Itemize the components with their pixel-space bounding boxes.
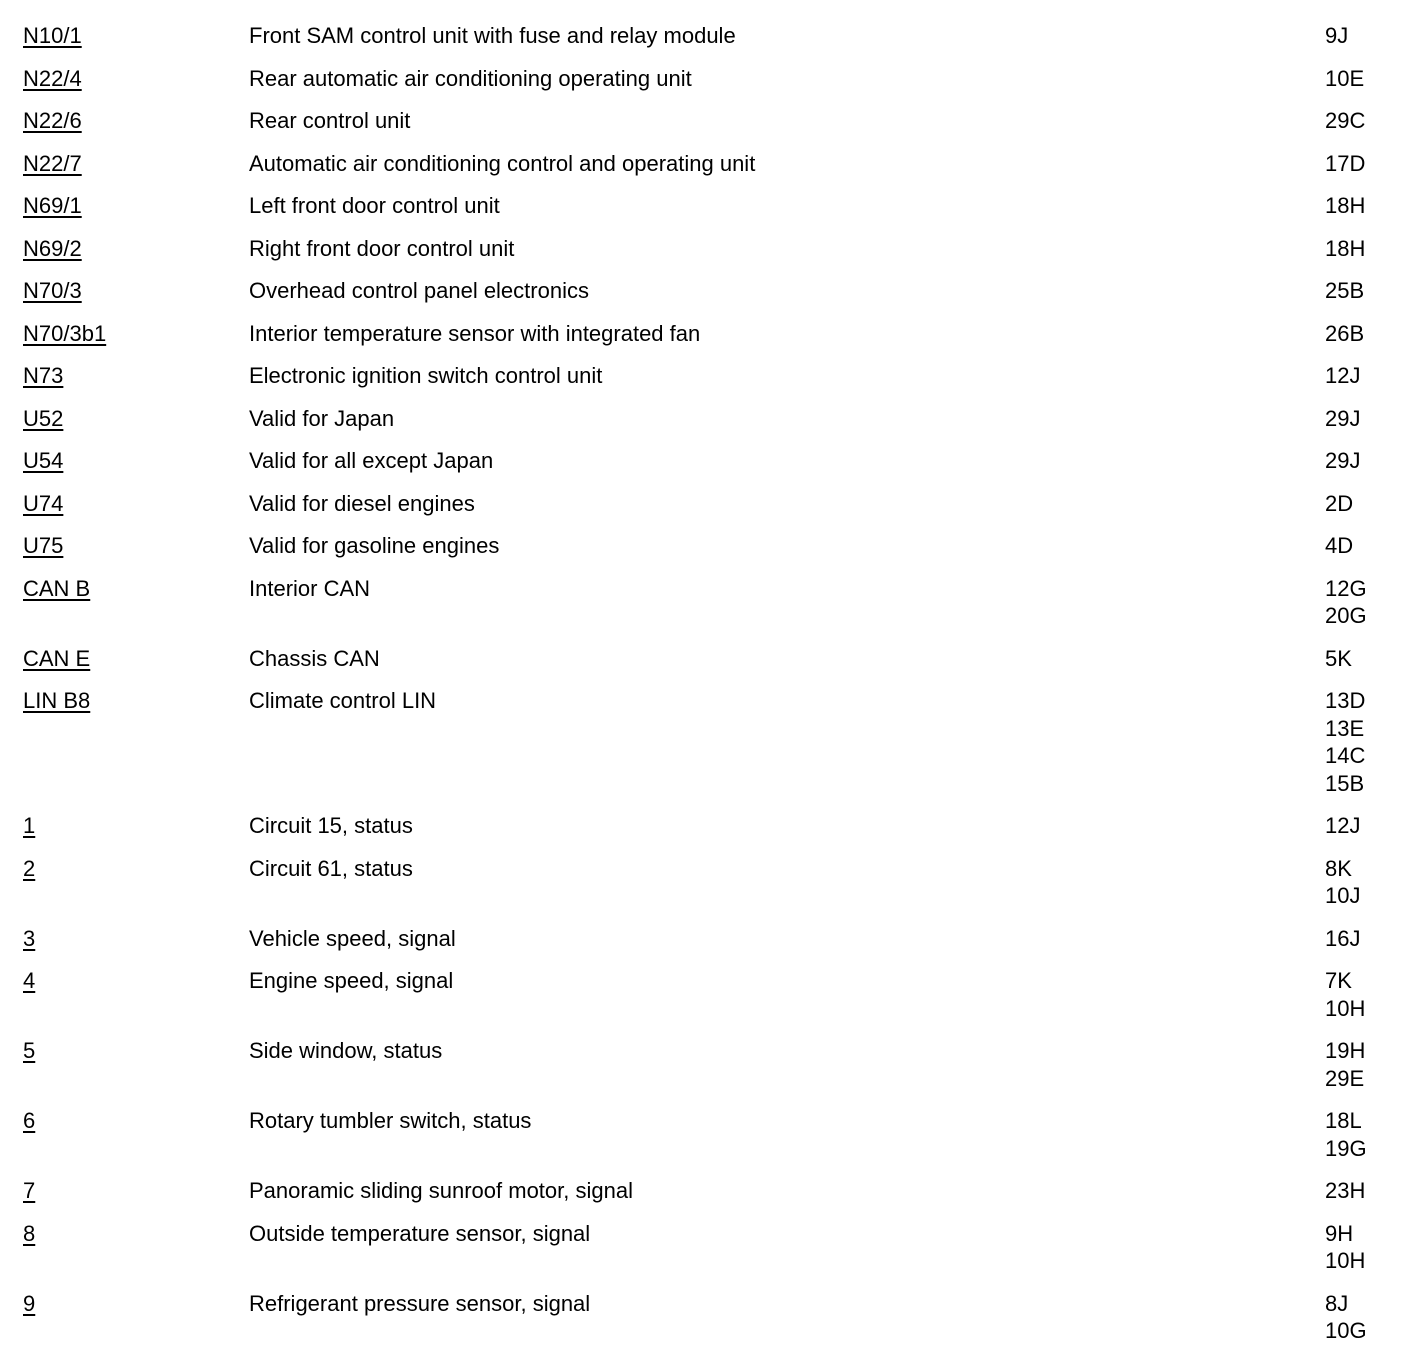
component-code-link[interactable]: U75 bbox=[23, 533, 64, 558]
grid-reference: 9J bbox=[1325, 23, 1349, 48]
component-code-link[interactable]: N22/7 bbox=[23, 150, 82, 176]
component-description: Valid for all except Japan bbox=[249, 448, 494, 473]
component-description: Rear automatic air conditioning operating unit bbox=[249, 65, 692, 91]
grid-reference: 17D bbox=[1325, 150, 1366, 176]
grid-reference: 19G bbox=[1325, 1135, 1367, 1161]
grid-reference: 29E bbox=[1325, 1065, 1365, 1091]
grid-references bbox=[1325, 925, 1405, 953]
component-code-link[interactable]: U54 bbox=[23, 448, 64, 473]
grid-reference: 2D bbox=[1325, 490, 1354, 516]
legend-row bbox=[0, 925, 1408, 953]
component-code-link[interactable]: 7 bbox=[23, 1178, 36, 1203]
grid-reference: 18H bbox=[1325, 193, 1366, 218]
component-code-link[interactable]: N69/2 bbox=[23, 235, 82, 261]
grid-reference: 10E bbox=[1325, 65, 1365, 91]
component-description: Engine speed, signal bbox=[249, 968, 454, 993]
legend-row bbox=[0, 405, 1408, 433]
grid-reference: 10H bbox=[1325, 995, 1366, 1021]
component-description: Rotary tumbler switch, status bbox=[249, 1108, 532, 1133]
grid-reference: 8J bbox=[1325, 1290, 1349, 1316]
component-description: Panoramic sliding sunroof motor, signal bbox=[249, 1178, 633, 1203]
legend-row bbox=[0, 687, 1408, 797]
grid-references bbox=[1325, 645, 1405, 673]
grid-reference: 25B bbox=[1325, 278, 1365, 303]
legend-row bbox=[0, 192, 1408, 220]
grid-references bbox=[1325, 107, 1405, 135]
grid-reference: 16J bbox=[1325, 925, 1361, 951]
component-code-link[interactable]: N70/3b1 bbox=[23, 320, 107, 346]
component-description: Right front door control unit bbox=[249, 235, 515, 261]
grid-references bbox=[1325, 150, 1405, 178]
grid-references bbox=[1325, 320, 1405, 348]
grid-references bbox=[1325, 1220, 1405, 1275]
component-code-link[interactable]: 5 bbox=[23, 1038, 36, 1063]
component-code-link[interactable]: CAN B bbox=[23, 575, 91, 601]
grid-references bbox=[1325, 1107, 1405, 1162]
grid-reference: 10G bbox=[1325, 1318, 1367, 1343]
legend-row bbox=[0, 362, 1408, 390]
component-code-link[interactable]: LIN B8 bbox=[23, 688, 91, 713]
grid-reference: 19H bbox=[1325, 1038, 1366, 1063]
grid-reference: 29C bbox=[1325, 108, 1366, 133]
legend-list bbox=[0, 22, 1408, 1360]
component-description: Automatic air conditioning control and operating unit bbox=[249, 150, 756, 176]
component-description: Valid for diesel engines bbox=[249, 490, 475, 516]
component-code-link[interactable]: N22/4 bbox=[23, 65, 82, 91]
grid-reference: 26B bbox=[1325, 320, 1365, 346]
grid-references bbox=[1325, 490, 1405, 518]
component-description: Chassis CAN bbox=[249, 645, 380, 671]
component-description: Vehicle speed, signal bbox=[249, 925, 456, 951]
legend-row bbox=[0, 1220, 1408, 1275]
legend-row bbox=[0, 575, 1408, 630]
legend-row bbox=[0, 1107, 1408, 1162]
grid-references bbox=[1325, 22, 1405, 50]
component-description: Valid for gasoline engines bbox=[249, 533, 500, 558]
grid-reference: 29J bbox=[1325, 405, 1361, 431]
component-description: Valid for Japan bbox=[249, 405, 395, 431]
legend-row bbox=[0, 1037, 1408, 1092]
component-description: Interior temperature sensor with integrated fan bbox=[249, 320, 701, 346]
grid-reference: 10H bbox=[1325, 1248, 1366, 1273]
grid-reference: 8K bbox=[1325, 855, 1352, 881]
legend-row bbox=[0, 235, 1408, 263]
grid-reference: 10J bbox=[1325, 883, 1361, 908]
legend-row bbox=[0, 277, 1408, 305]
grid-reference: 9H bbox=[1325, 1220, 1354, 1246]
component-description: Interior CAN bbox=[249, 575, 371, 601]
component-code-link[interactable]: 3 bbox=[23, 925, 36, 951]
grid-reference: 12G bbox=[1325, 575, 1367, 601]
legend-row bbox=[0, 22, 1408, 50]
legend-row bbox=[0, 490, 1408, 518]
legend-row bbox=[0, 1290, 1408, 1345]
legend-row bbox=[0, 447, 1408, 475]
component-code-link[interactable]: 6 bbox=[23, 1108, 36, 1133]
grid-references bbox=[1325, 855, 1405, 910]
grid-references bbox=[1325, 1177, 1405, 1205]
legend-row bbox=[0, 645, 1408, 673]
grid-reference: 12J bbox=[1325, 363, 1361, 388]
grid-reference: 23H bbox=[1325, 1178, 1366, 1203]
grid-references bbox=[1325, 447, 1405, 475]
legend-row bbox=[0, 65, 1408, 93]
component-description: Circuit 61, status bbox=[249, 855, 413, 881]
grid-references bbox=[1325, 192, 1405, 220]
component-code-link[interactable]: N70/3 bbox=[23, 278, 82, 303]
grid-reference: 15B bbox=[1325, 770, 1365, 796]
grid-references bbox=[1325, 235, 1405, 263]
component-description: Front SAM control unit with fuse and relay module bbox=[249, 23, 736, 48]
legend-row bbox=[0, 1177, 1408, 1205]
component-code-link[interactable]: N69/1 bbox=[23, 193, 82, 218]
legend-row bbox=[0, 967, 1408, 1022]
component-code-link[interactable]: 8 bbox=[23, 1220, 36, 1246]
grid-reference: 18H bbox=[1325, 235, 1366, 261]
component-description: Circuit 15, status bbox=[249, 813, 413, 838]
component-code-link[interactable]: 9 bbox=[23, 1290, 36, 1316]
legend-row bbox=[0, 107, 1408, 135]
component-code-link[interactable]: N73 bbox=[23, 363, 64, 388]
grid-reference: 4D bbox=[1325, 533, 1354, 558]
grid-reference: 5K bbox=[1325, 645, 1352, 671]
legend-row bbox=[0, 150, 1408, 178]
component-description: Overhead control panel electronics bbox=[249, 278, 589, 303]
grid-reference: 13D bbox=[1325, 688, 1366, 713]
component-description: Electronic ignition switch control unit bbox=[249, 363, 603, 388]
grid-reference: 29J bbox=[1325, 448, 1361, 473]
component-code-link[interactable]: 1 bbox=[23, 813, 36, 838]
grid-references bbox=[1325, 277, 1405, 305]
component-code-link[interactable]: CAN E bbox=[23, 645, 91, 671]
grid-reference: 7K bbox=[1325, 968, 1352, 993]
component-description: Outside temperature sensor, signal bbox=[249, 1220, 591, 1246]
legend-row bbox=[0, 855, 1408, 910]
legend-row bbox=[0, 812, 1408, 840]
legend-row bbox=[0, 320, 1408, 348]
grid-reference: 18L bbox=[1325, 1108, 1362, 1133]
grid-reference: 12J bbox=[1325, 813, 1361, 838]
grid-references bbox=[1325, 405, 1405, 433]
component-code-link[interactable]: U52 bbox=[23, 405, 64, 431]
grid-references bbox=[1325, 65, 1405, 93]
component-code-link[interactable]: U74 bbox=[23, 490, 64, 516]
grid-references bbox=[1325, 1290, 1405, 1345]
grid-reference: 14C bbox=[1325, 743, 1366, 768]
component-code-link[interactable]: N10/1 bbox=[23, 23, 82, 48]
legend-row bbox=[0, 532, 1408, 560]
component-description: Rear control unit bbox=[249, 108, 411, 133]
component-description: Left front door control unit bbox=[249, 193, 500, 218]
grid-references bbox=[1325, 362, 1405, 390]
component-code-link[interactable]: N22/6 bbox=[23, 108, 82, 133]
grid-references bbox=[1325, 532, 1405, 560]
grid-reference: 13E bbox=[1325, 715, 1365, 741]
grid-references bbox=[1325, 575, 1405, 630]
component-description: Side window, status bbox=[249, 1038, 443, 1063]
component-code-link[interactable]: 2 bbox=[23, 855, 36, 881]
component-description: Refrigerant pressure sensor, signal bbox=[249, 1290, 591, 1316]
grid-reference: 20G bbox=[1325, 603, 1367, 628]
component-code-link[interactable]: 4 bbox=[23, 968, 36, 993]
grid-references bbox=[1325, 1037, 1405, 1092]
grid-references bbox=[1325, 687, 1405, 797]
grid-references bbox=[1325, 812, 1405, 840]
component-description: Climate control LIN bbox=[249, 688, 437, 713]
grid-references bbox=[1325, 967, 1405, 1022]
